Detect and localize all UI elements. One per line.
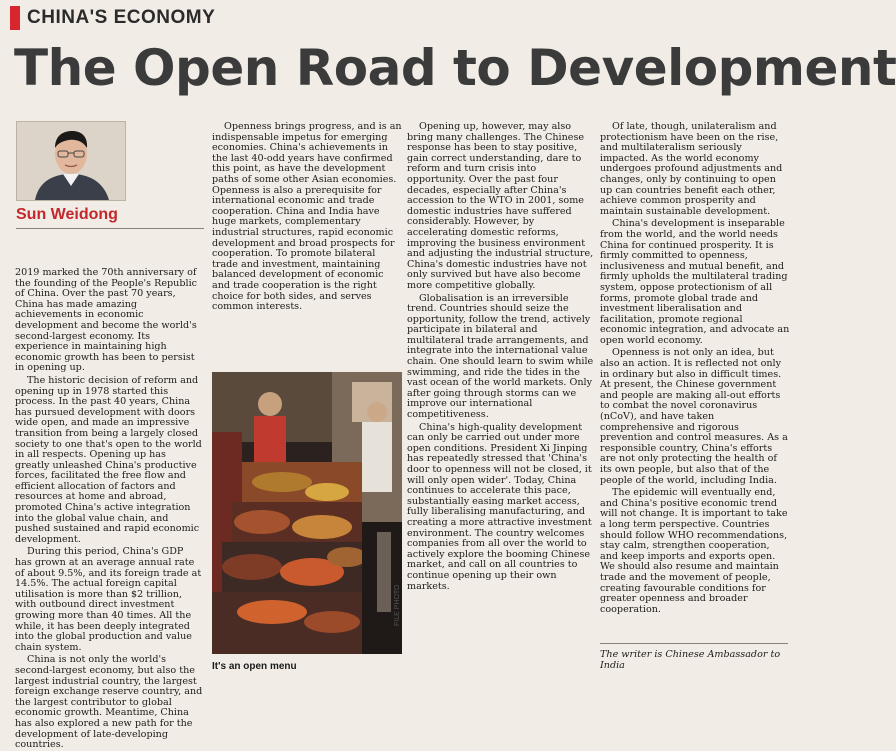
paragraph: Openness is not only an idea, but also an action. It is reflected not only in ordinary but also in difficult times. At present, the Chinese government and people are making all-out efforts to combat the novel coronavirus (nCoV), and have taken comprehensive and rigorous prevention and control measures. As a responsible country, China's efforts are not only protecting the health of its own people, but also that of the people of the world, including India. [600, 347, 788, 486]
article-column-3 [407, 122, 594, 677]
paragraph: China is not only the world's second-largest economy, but also the largest industrial country, the largest foreign exchange reserve country, and the largest contributor to global economic growth. Meantime, China has also explored a new path for the development of late-developing countries. [15, 654, 203, 751]
kicker-bar [10, 6, 20, 30]
headline: The Open Road to Development [14, 39, 896, 97]
paragraph: The historic decision of reform and opening up in 1978 started this process. In the past 40 years, China has pursued development with doors wide open, and made an impressive transition from being a largely closed society to one that's open to the world in all respects. Opening up has greatly unleashed China's productive forces, facilitated the free flow and efficient allocation of factors and resources at home and abroad, promoted China's active integration into the global value chain, and pushed sustained and rapid economic development. [15, 374, 202, 545]
article-column-1 [15, 267, 203, 751]
author-photo [16, 121, 126, 201]
author-footnote: The writer is Chinese Ambassador to India [600, 649, 781, 671]
paragraph: Of late, though, unilateralism and protectionism have been on the rise, and multilateralism seriously impacted. As the world economy undergoes profound adjustments and changes, only by continuing to open up can countries benefit each other, achieve common prosperity and maintain sustainable development. [600, 121, 783, 217]
article-column-2 [212, 122, 402, 367]
paragraph: Opening up, however, may also bring many challenges. The Chinese response has been to stay positive, gain correct understanding, dare to reform and turn crisis into opportunity. Over the past four decades, especially after China's accession to the WTO in 2001, some domestic industries have suffered considerably. However, by accelerating domestic reforms, improving the business environment and adjusting the industrial structure, China's domestic industries have not only survived but have also become more competitive globally. [407, 121, 594, 291]
section-label: CHINA'S ECONOMY [27, 7, 216, 28]
market-photo [212, 372, 402, 654]
paragraph: China's development is inseparable from the world, and the world needs China for continued prosperity. It is firmly committed to openness, inclusiveness and mutual benefit, and firmly upholds the multilateral trading system, oppose protectionism of all forms, promote global trade and investment liberalisation and facilitation, promote regional economic integration, and advocate an open world economy. [600, 218, 790, 346]
footnote-divider [600, 643, 788, 644]
author-name: Sun Weidong [16, 206, 118, 223]
photo-credit: FILE PHOTO [394, 584, 401, 626]
paragraph: The epidemic will eventually end, and China's positive economic trend will not change. It is important to take a long term perspective. Countries should follow WHO recommendations, stay calm, strengthen cooperation, and keep imports and exports open. We should also resume and maintain trade and the movement of people, creating favourable conditions for greater openness and broader cooperation. [600, 487, 788, 615]
byline-divider [16, 228, 204, 229]
section-kicker [10, 6, 215, 30]
paragraph: Openness brings progress, and is an indispensable impetus for emerging economies. China's achievements in the last 40-odd years have confirmed this point, as have the development paths of some other Asian economies. Openness is also a prerequisite for international economic and trade cooperation. China and India have huge markets, complementary industrial structures, rapid economic development and broad prospects for cooperation. To promote bilateral trade and investment, maintaining balanced development of economic and trade cooperation is the right choice for both sides, and serves common interests. [212, 121, 402, 313]
paragraph: Globalisation is an irreversible trend. Countries should seize the opportunity, follow the trend, actively participate in bilateral and multilateral trade arrangements, and integrate into the international value chain. One should learn to swim while swimming, and ride the tides in the vast ocean of the world markets. Only after going through storms can we improve our international competitiveness. [407, 292, 594, 421]
paragraph: During this period, China's GDP has grown at an average annual rate of about 9.5%, and its foreign trade at 14.5%. The actual foreign capital utilisation is more than $2 trillion, with outbound direct investment growing more than 40 times. All the while, it has been deeply integrated into the global production and value chain system. [15, 546, 202, 653]
article-column-4 [600, 122, 790, 642]
paragraph: China's high-quality development can only be carried out under more open conditions. President Xi Jinping has repeatedly stressed that 'China's door to openness will not be closed, it will only open wider'. Today, China continues to accelerate this pace, substantially easing market access, fully liberalising manufacturing, and creating a more attractive investment environment. The country welcomes companies from all over the world to actively explore the booming Chinese market, and call on all countries to continue opening up their own markets. [407, 421, 592, 592]
photo-caption: It's an open menu [212, 661, 297, 672]
paragraph: 2019 marked the 70th anniversary of the founding of the People's Republic of China. Over the past 70 years, China has made amazing achievements in economic development and become the world's second-largest economy. Its experience in maintaining high economic growth has been to persist in opening up. [15, 267, 198, 374]
